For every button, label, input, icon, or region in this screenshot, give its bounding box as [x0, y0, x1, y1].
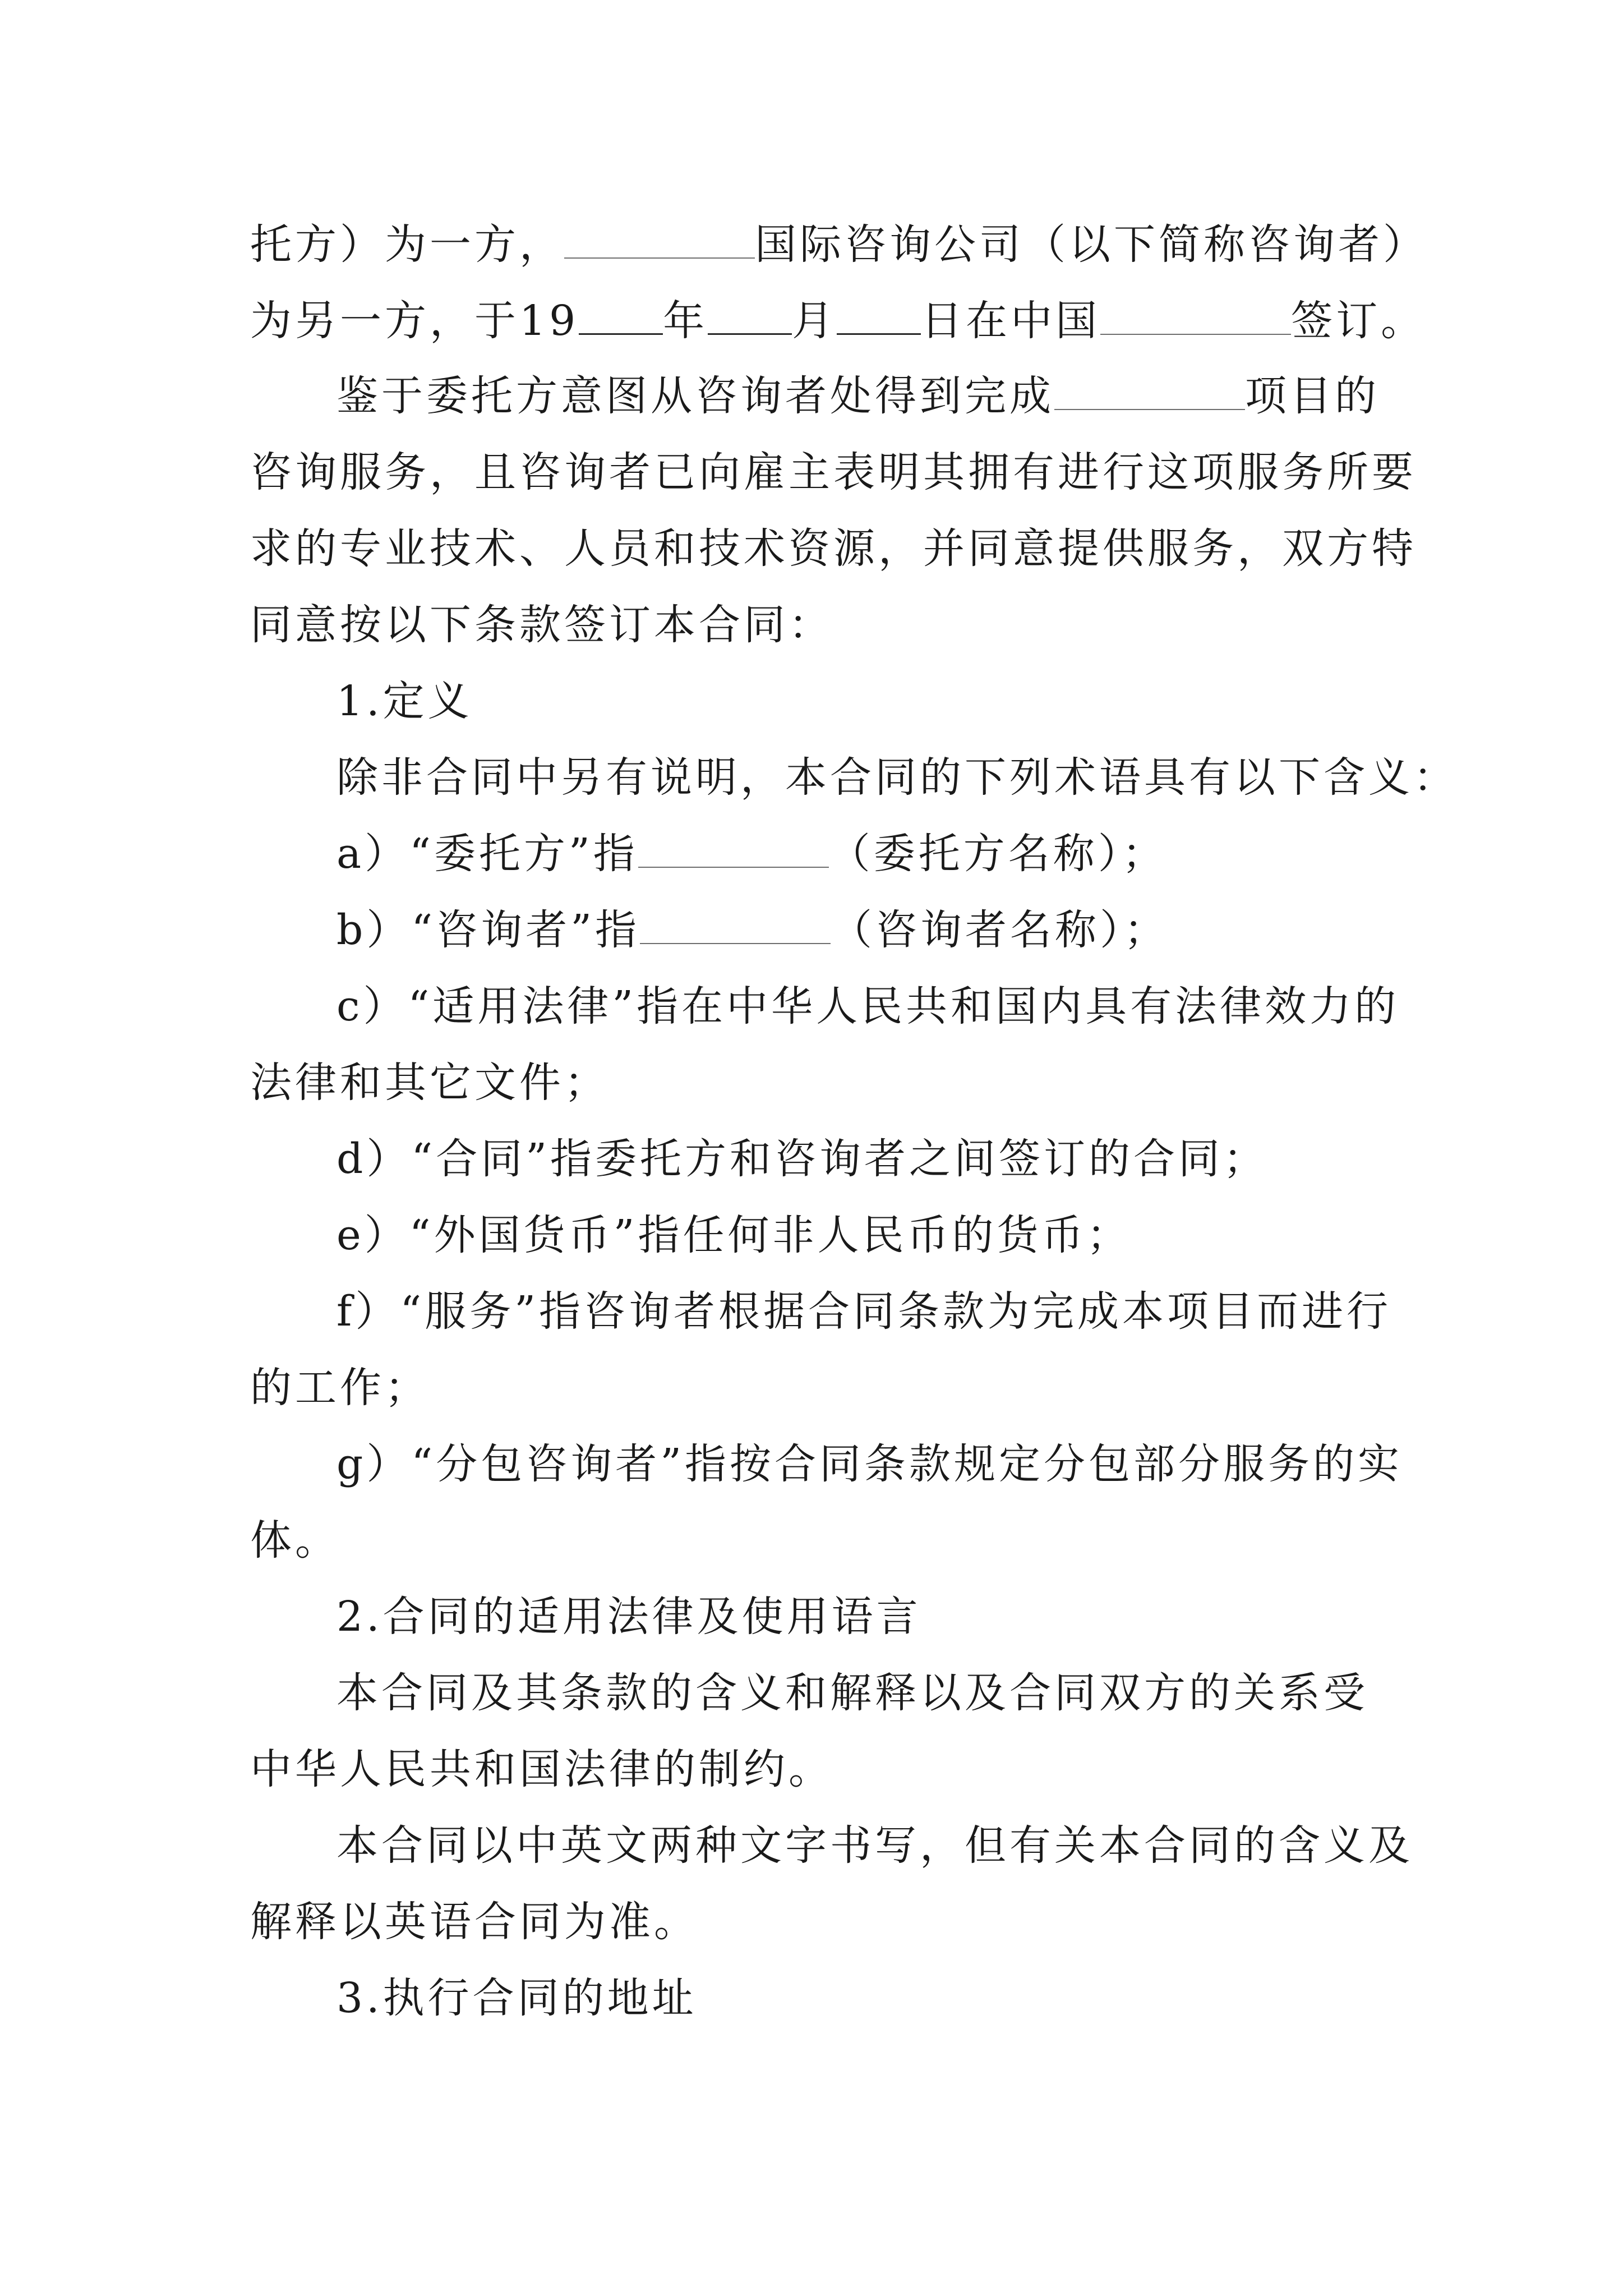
definition-a-prefix: a）“委托方”指 — [336, 830, 638, 878]
definition-b — [336, 902, 1169, 958]
intro-text-5: 签订。 — [1291, 297, 1426, 345]
section2-p2-line-1: 本合同以中英文两种文字书写，但有关本合同的含义及 — [336, 1821, 1413, 1870]
recital-line-3: 求的专业技术、人员和技术资源，并同意提供服务，双方特 — [250, 524, 1417, 573]
intro-text-3: 为另一方，于19 — [250, 297, 579, 345]
definition-b-prefix: b）“咨询者”指 — [336, 906, 640, 954]
section2-p1-line-1: 本合同及其条款的含义和解释以及合同双方的关系受 — [336, 1669, 1368, 1717]
definition-e: e）“外国货币”指任何非人民币的货币； — [336, 1211, 1132, 1259]
definition-f-line-1: f）“服务”指咨询者根据合同条款为完成本项目而进行 — [336, 1287, 1392, 1336]
blank-project-name — [1054, 375, 1245, 410]
section3-heading: 3.执行合同的地址 — [336, 1974, 697, 2022]
section1-intro: 除非合同中另有说明，本合同的下列术语具有以下含义： — [336, 753, 1458, 802]
definition-g-line-1: g）“分包咨询者”指按合同条款规定分包部分服务的实 — [336, 1440, 1403, 1488]
blank-day — [837, 300, 921, 335]
blank-signing-place — [1100, 300, 1291, 335]
recital-line-4: 同意按以下条款签订本合同： — [250, 601, 833, 649]
intro-text-4: 日在中国 — [921, 297, 1101, 345]
intro-text-2: 国际咨询公司（以下简称咨询者） — [755, 220, 1428, 269]
definition-c-line-1: c）“适用法律”指在中华人民共和国内具有法律效力的 — [336, 982, 1400, 1030]
intro-text-month: 月 — [792, 297, 837, 345]
intro-text-year: 年 — [663, 297, 708, 345]
recital-text-1: 鉴于委托方意图从咨询者处得到完成 — [336, 372, 1054, 420]
recital-line-1 — [336, 368, 1380, 424]
blank-client-name — [638, 833, 829, 868]
blank-month — [708, 300, 792, 335]
blank-consultant-name — [640, 909, 831, 944]
intro-line-1 — [250, 217, 1428, 273]
section2-p2-line-2: 解释以英语合同为准。 — [250, 1898, 699, 1946]
definition-g-line-2: 体。 — [250, 1516, 340, 1565]
definition-f-line-2: 的工作； — [250, 1364, 430, 1412]
section2-p1-line-2: 中华人民共和国法律的制约。 — [250, 1745, 833, 1793]
definition-c-line-2: 法律和其它文件； — [250, 1059, 609, 1107]
intro-line-2 — [250, 293, 1426, 349]
blank-consultant-company — [564, 224, 755, 259]
intro-text-1: 托方）为一方， — [250, 220, 564, 269]
definition-b-suffix: （咨询者名称）； — [831, 906, 1169, 954]
definition-d: d）“合同”指委托方和咨询者之间签订的合同； — [336, 1135, 1269, 1183]
recital-text-2: 项目的 — [1245, 372, 1380, 420]
definition-a-suffix: （委托方名称）； — [828, 830, 1167, 878]
blank-year — [579, 300, 663, 335]
recital-line-2: 咨询服务，且咨询者已向雇主表明其拥有进行这项服务所要 — [250, 448, 1417, 496]
section2-heading: 2.合同的适用法律及使用语言 — [336, 1593, 921, 1641]
definition-a — [336, 826, 1167, 882]
section1-heading: 1.定义 — [336, 677, 473, 725]
